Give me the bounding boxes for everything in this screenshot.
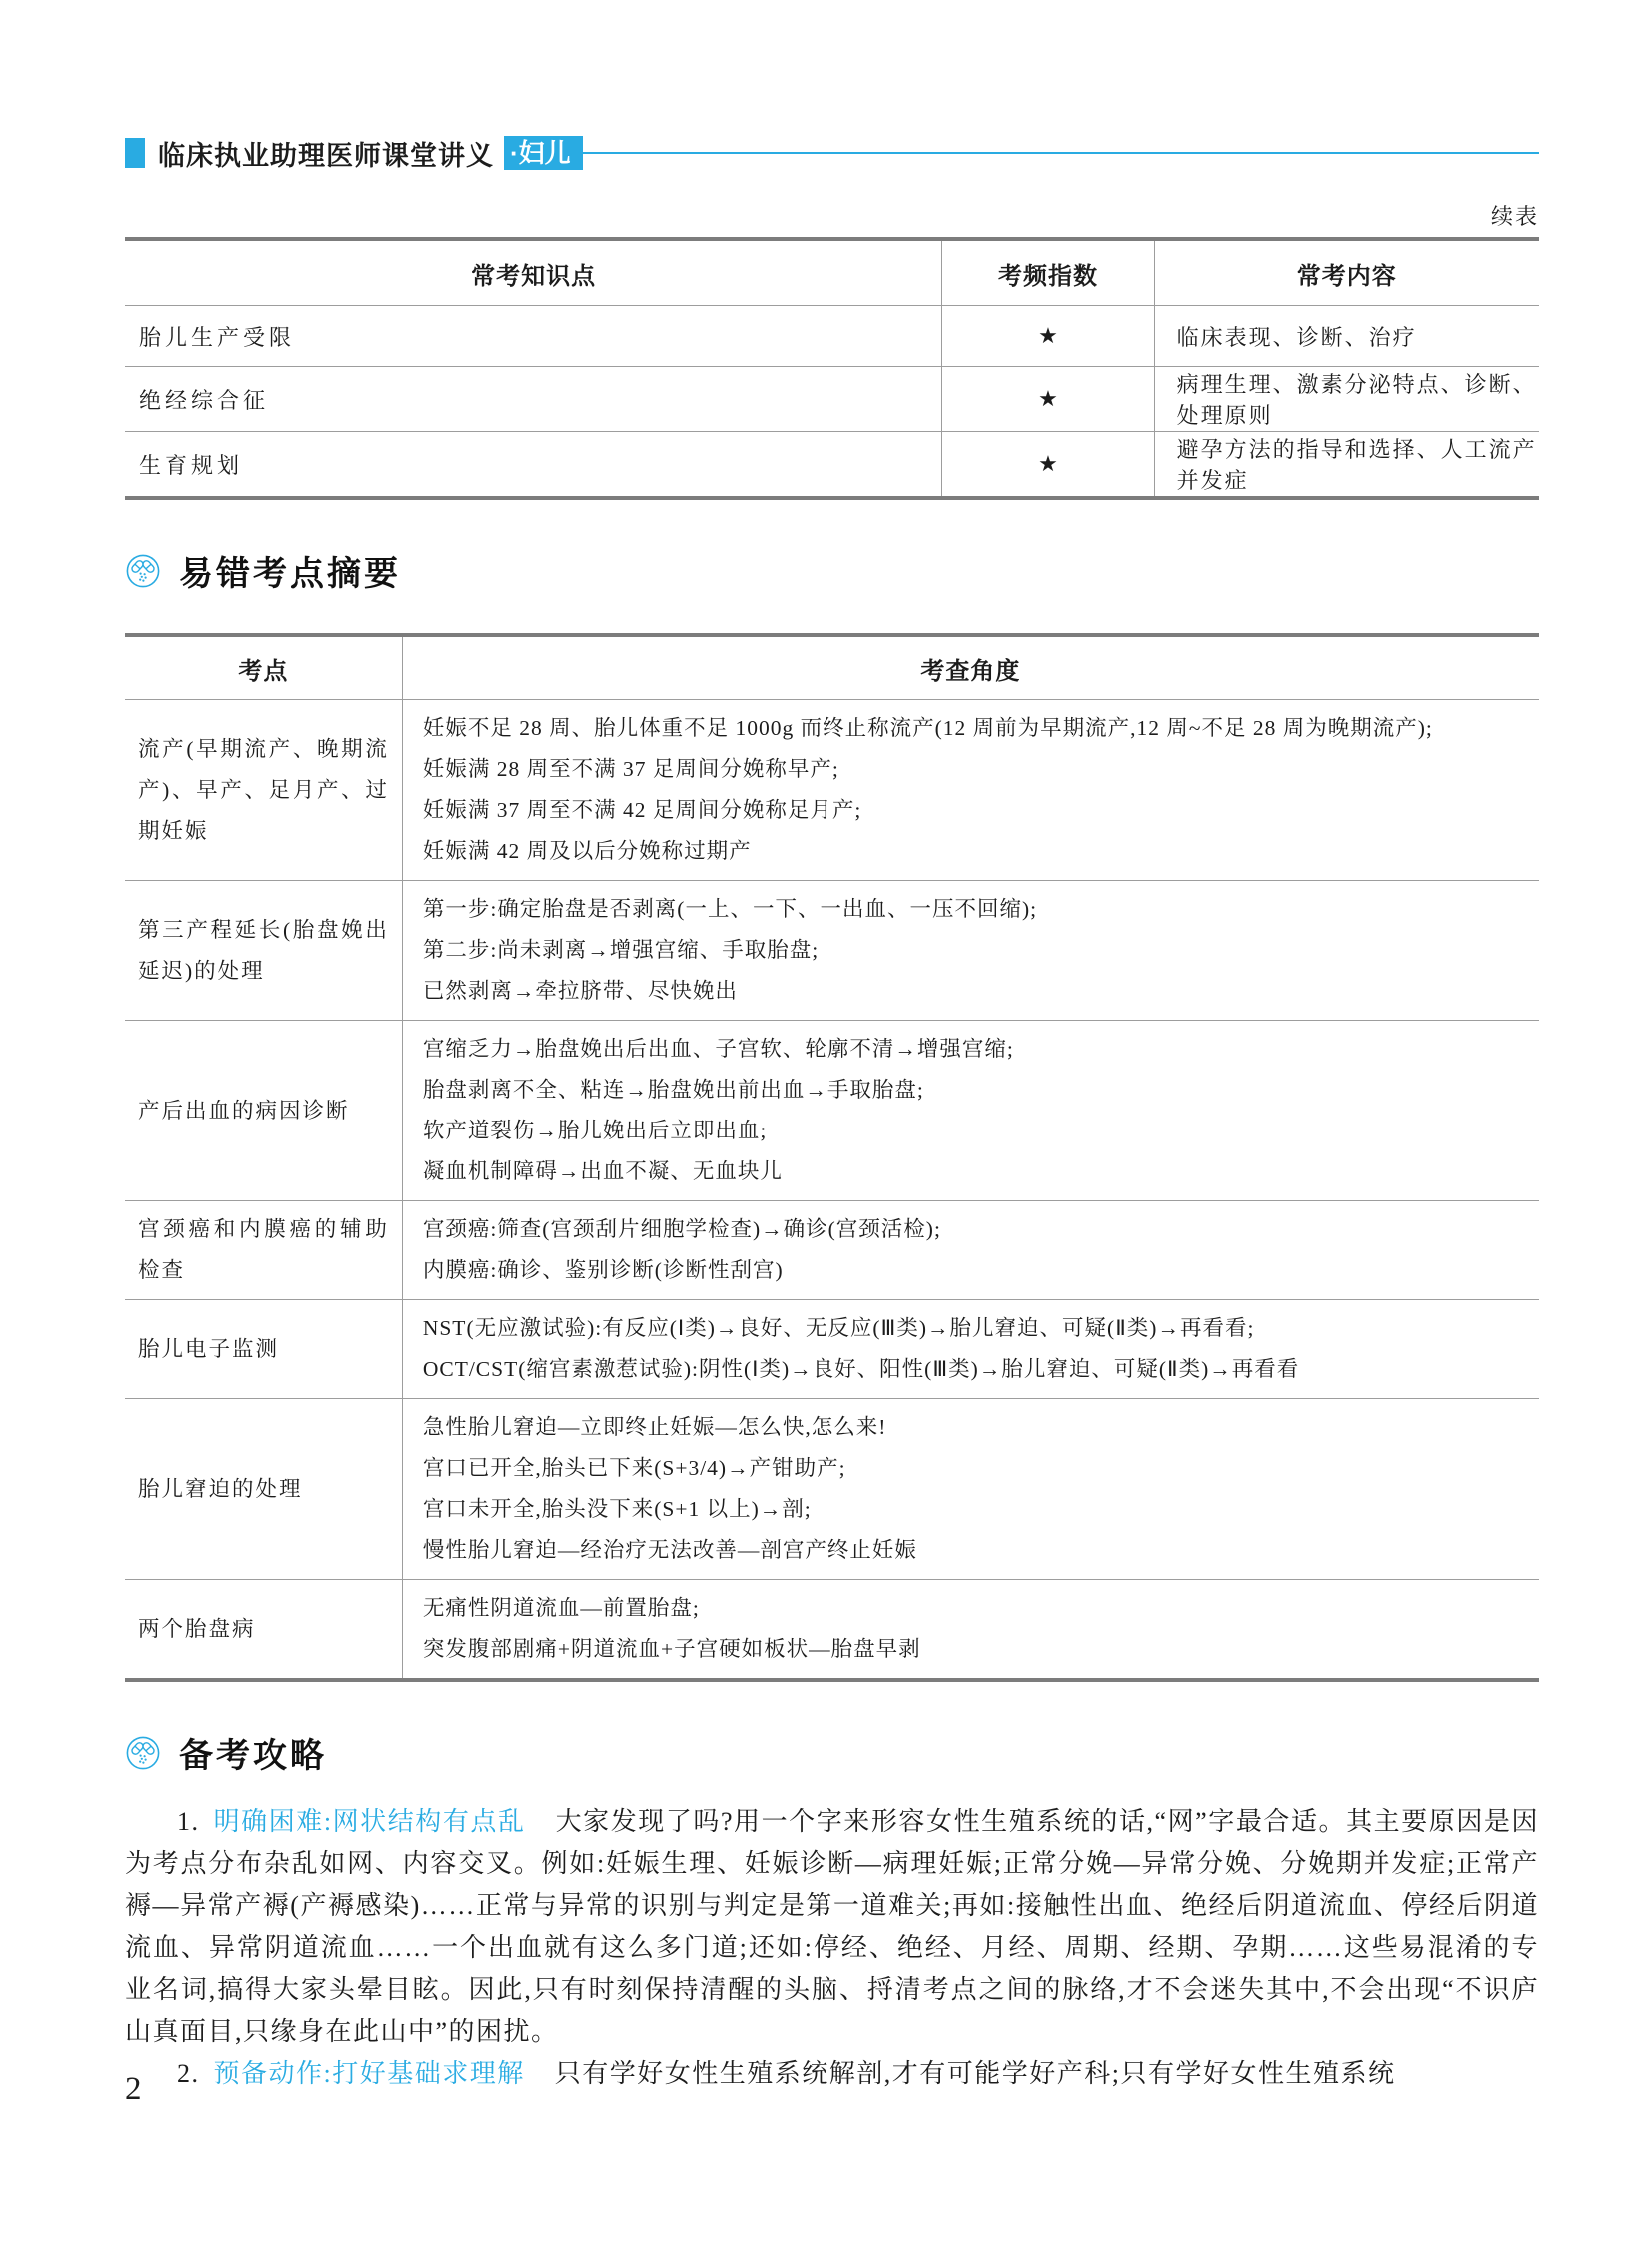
- page-number: 2: [125, 2071, 142, 2107]
- exam-angles: [402, 1580, 1539, 1681]
- table-row: [125, 432, 1539, 499]
- paragraph-body: 大家发现了吗?用一个字来形容女性生殖系统的话,“网”字最合适。其主要原因是因为考点分布杂乱如网、内容交叉。例如:妊娠生理、妊娠诊断—病理妊娠;正常分娩—异常分娩、分娩期并发症;正常产褥—异常产褥(产褥感染)……正常与异常的识别与判定是第一道难关;再如:接触性出血、绝经后阴道流血、停经后阴道流血、异常阴道流血……一个出血就有这么多门道;还如:停经、绝经、月经、周期、经期、孕期……这些易混淆的专业名词,搞得大家头晕目眩。因此,只有时刻保持清醒的头脑、捋清考点之间的脉络,才不会迷失其中,不会出现“不识庐山真面目,只缘身在此山中”的困扰。: [125, 1807, 1539, 2046]
- frequency-table: [125, 237, 1539, 500]
- angle-line: 凝血机制障碍→出血不凝、无血块儿: [422, 1159, 783, 1183]
- angle-line: 慢性胎儿窘迫—经治疗无法改善—剖宫产终止妊娠: [422, 1538, 917, 1562]
- knowledge-point: 绝经综合征: [125, 367, 942, 432]
- paragraph-body: 只有学好女性生殖系统解剖,才有可能学好产科;只有学好女性生殖系统: [554, 2059, 1396, 2088]
- angle-line: 妊娠满 42 周及以后分娩称过期产: [422, 839, 752, 863]
- angle-line: 妊娠满 28 周至不满 37 足周间分娩称早产;: [422, 757, 839, 781]
- book-title: 临床执业助理医师课堂讲义: [158, 140, 494, 171]
- volume-badge: ·妇儿: [504, 136, 583, 170]
- paragraph-number: 1.: [177, 1807, 200, 1836]
- error-prone-table: [125, 633, 1539, 1682]
- table-header-row: [125, 635, 1539, 700]
- exam-point: 第三产程延长(胎盘娩出延迟)的处理: [125, 881, 402, 1021]
- angle-line: 无痛性阴道流血—前置胎盘;: [422, 1596, 700, 1620]
- exam-point: 胎儿电子监测: [125, 1300, 402, 1399]
- table-row: [125, 367, 1539, 432]
- angle-line: 妊娠满 37 周至不满 42 足周间分娩称足月产;: [422, 798, 862, 822]
- angle-line: 软产道裂伤→胎儿娩出后立即出血;: [422, 1119, 768, 1142]
- paragraph-highlight: 明确困难:网状结构有点乱: [213, 1807, 526, 1836]
- t1-col-knowledge-point: 常考知识点: [125, 239, 942, 306]
- table-row: [125, 1399, 1539, 1580]
- exam-point: 胎儿窘迫的处理: [125, 1399, 402, 1580]
- angle-line: 宫口已开全,胎头已下来(S+3/4)→产钳助产;: [422, 1456, 846, 1480]
- exam-point: 产后出血的病因诊断: [125, 1021, 402, 1201]
- frequency-star: ★: [942, 306, 1154, 367]
- exam-point: 两个胎盘病: [125, 1580, 402, 1681]
- table-row: [125, 306, 1539, 367]
- continued-table-label: 续表: [1490, 204, 1539, 229]
- table-row: [125, 1201, 1539, 1300]
- angle-line: NST(无应激试验):有反应(Ⅰ类)→良好、无反应(Ⅲ类)→胎儿窘迫、可疑(Ⅱ类)→再看看;: [422, 1316, 1255, 1340]
- t2-col-angle: 考查角度: [402, 635, 1539, 700]
- angle-line: 第二步:尚未剥离→增强宫缩、手取胎盘;: [422, 938, 820, 962]
- paragraph-highlight: 预备动作:打好基础求理解: [213, 2059, 525, 2088]
- frequency-star: ★: [942, 367, 1154, 432]
- angle-line: 内膜癌:确诊、鉴别诊断(诊断性刮宫): [422, 1258, 784, 1282]
- frequency-star: ★: [942, 432, 1154, 499]
- exam-point: 流产(早期流产、晚期流产)、早产、足月产、过期妊娠: [125, 700, 402, 881]
- section-title: 易错考点摘要: [179, 555, 401, 593]
- section-title: 备考攻略: [179, 1737, 327, 1775]
- section-error-prone-points: [125, 546, 1539, 595]
- table-row: [125, 1580, 1539, 1681]
- angle-line: 妊娠不足 28 周、胎儿体重不足 1000g 而终止称流产(12 周前为早期流产,12 周~不足 28 周为晚期流产);: [422, 716, 1433, 740]
- strategy-paragraph: [125, 2053, 1539, 2095]
- angle-line: 突发腹部剧痛+阴道流血+子宫硬如板状—胎盘早剥: [422, 1637, 921, 1661]
- exam-angles: [402, 1300, 1539, 1399]
- table-row: [125, 1300, 1539, 1399]
- exam-angles: [402, 1201, 1539, 1300]
- exam-angles: [402, 1021, 1539, 1201]
- table-header-row: [125, 239, 1539, 306]
- strategy-paragraph: [125, 1801, 1539, 2053]
- pills-icon: [125, 1735, 161, 1771]
- tested-content: 病理生理、激素分泌特点、诊断、处理原则: [1154, 367, 1539, 432]
- t2-col-point: 考点: [125, 635, 402, 700]
- pills-icon: [125, 553, 161, 589]
- knowledge-point: 生育规划: [125, 432, 942, 499]
- angle-line: 宫缩乏力→胎盘娩出后出血、子宫软、轮廓不清→增强宫缩;: [422, 1037, 1014, 1061]
- angle-line: 已然剥离→牵拉脐带、尽快娩出: [422, 979, 738, 1003]
- header-square-icon: [125, 138, 145, 168]
- t1-col-frequency-index: 考频指数: [942, 239, 1154, 306]
- strategy-text: [125, 1801, 1539, 2095]
- exam-angles: [402, 1399, 1539, 1580]
- angle-line: 宫颈癌:筛查(宫颈刮片细胞学检查)→确诊(宫颈活检);: [422, 1217, 941, 1241]
- table-row: [125, 1021, 1539, 1201]
- tested-content: 临床表现、诊断、治疗: [1154, 306, 1539, 367]
- exam-angles: [402, 881, 1539, 1021]
- table-row: [125, 700, 1539, 881]
- angle-line: OCT/CST(缩宫素激惹试验):阴性(Ⅰ类)→良好、阳性(Ⅲ类)→胎儿窘迫、可疑(Ⅱ类)→再看看: [422, 1357, 1300, 1381]
- paragraph-number: 2.: [177, 2059, 200, 2088]
- angle-line: 急性胎儿窘迫—立即终止妊娠—怎么快,怎么来!: [422, 1415, 887, 1439]
- t1-col-content: 常考内容: [1154, 239, 1539, 306]
- header-rule: [583, 152, 1539, 154]
- angle-line: 宫口未开全,胎头没下来(S+1 以上)→剖;: [422, 1497, 812, 1521]
- angle-line: 胎盘剥离不全、粘连→胎盘娩出前出血→手取胎盘;: [422, 1078, 924, 1102]
- page-header: [125, 136, 1539, 170]
- table-row: [125, 881, 1539, 1021]
- angle-line: 第一步:确定胎盘是否剥离(一上、一下、一出血、一压不回缩);: [422, 897, 1038, 921]
- exam-point: 宫颈癌和内膜癌的辅助检查: [125, 1201, 402, 1300]
- exam-angles: [402, 700, 1539, 881]
- section-prep-strategy: [125, 1728, 1539, 1777]
- tested-content: 避孕方法的指导和选择、人工流产并发症: [1176, 437, 1537, 493]
- knowledge-point: 胎儿生产受限: [125, 306, 942, 367]
